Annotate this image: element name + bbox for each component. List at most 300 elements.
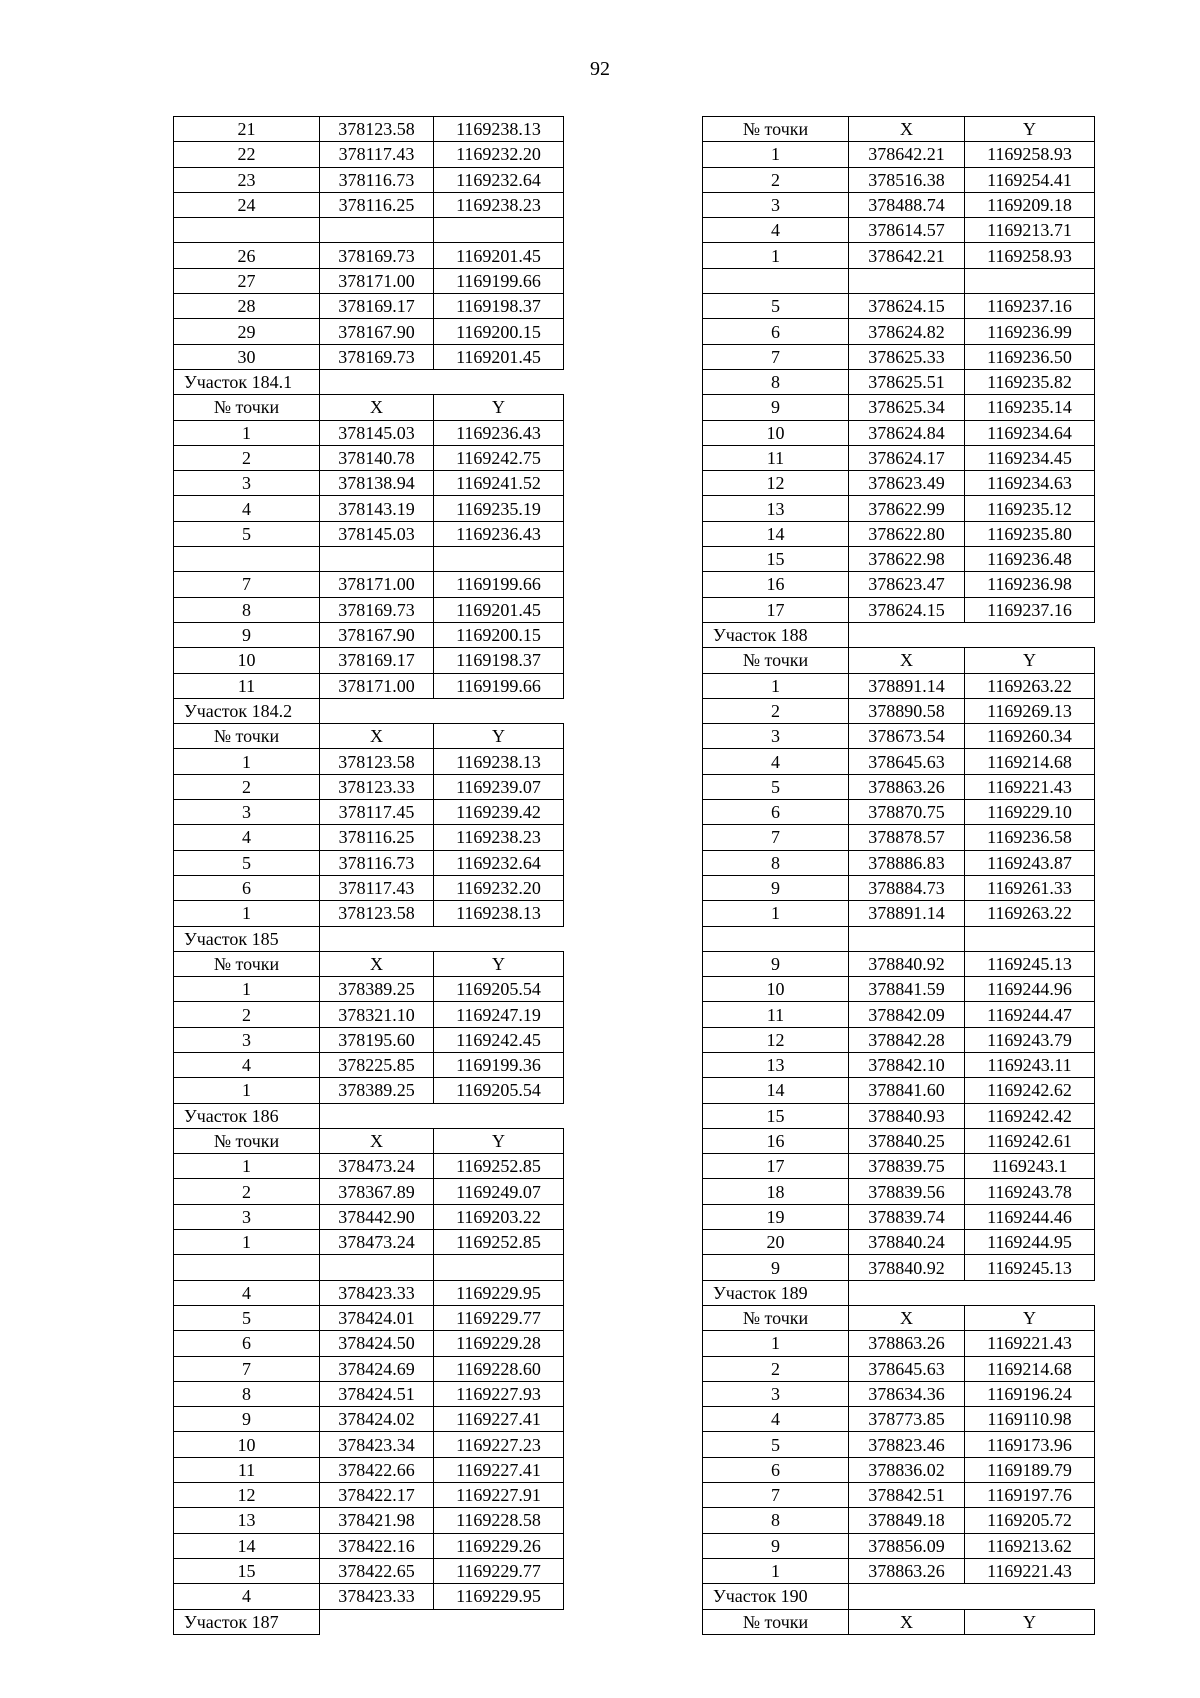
table-row <box>174 192 564 217</box>
y-coordinate-cell: 1169200.15 <box>434 319 564 344</box>
table-row <box>703 1027 1095 1052</box>
point-number-cell: 1 <box>703 901 849 926</box>
x-coordinate-cell: 378840.92 <box>849 1255 965 1280</box>
point-number-cell: 11 <box>703 1002 849 1027</box>
point-number-cell: 2 <box>174 1179 320 1204</box>
x-coordinate-cell: 378624.82 <box>849 319 965 344</box>
table-row <box>703 1457 1095 1482</box>
point-number-cell: 11 <box>174 673 320 698</box>
table-header-row <box>703 117 1095 142</box>
table-row <box>703 724 1095 749</box>
table-separator-row <box>703 268 1095 293</box>
section-title-blank <box>320 698 564 723</box>
y-coordinate-cell: 1169196.24 <box>965 1381 1095 1406</box>
point-number-cell: 27 <box>174 268 320 293</box>
x-coordinate-cell: 378169.17 <box>320 294 434 319</box>
table-row <box>174 673 564 698</box>
y-coordinate-cell: 1169239.42 <box>434 800 564 825</box>
point-number-cell: 5 <box>174 1305 320 1330</box>
x-coordinate-cell: 378839.56 <box>849 1179 965 1204</box>
table-row <box>703 951 1095 976</box>
y-coordinate-cell: 1169243.79 <box>965 1027 1095 1052</box>
table-row <box>703 218 1095 243</box>
point-number-cell: 30 <box>174 344 320 369</box>
point-number-cell: 1 <box>703 243 849 268</box>
x-coordinate-cell: 378840.93 <box>849 1103 965 1128</box>
table-row <box>174 1204 564 1229</box>
y-header: Y <box>434 951 564 976</box>
x-coordinate-cell: 378169.73 <box>320 597 434 622</box>
table-row <box>174 622 564 647</box>
x-coordinate-cell: 378840.92 <box>849 951 965 976</box>
y-coordinate-cell: 1169229.10 <box>965 800 1095 825</box>
table-row <box>174 117 564 142</box>
table-separator-row <box>703 926 1095 951</box>
section-heading-row <box>174 926 564 951</box>
table-row <box>703 1432 1095 1457</box>
point-number-cell: 14 <box>174 1533 320 1558</box>
section-title-blank <box>849 622 1095 647</box>
y-coordinate-cell: 1169236.98 <box>965 572 1095 597</box>
y-coordinate-cell: 1169249.07 <box>434 1179 564 1204</box>
table-row <box>174 294 564 319</box>
point-number-cell: 6 <box>174 1331 320 1356</box>
point-number-cell: 1 <box>703 142 849 167</box>
section-title: Участок 185 <box>174 926 320 951</box>
section-heading-row <box>174 369 564 394</box>
table-row <box>174 1002 564 1027</box>
y-coordinate-cell <box>965 926 1095 951</box>
y-coordinate-cell: 1169232.20 <box>434 875 564 900</box>
point-number-cell: 10 <box>174 648 320 673</box>
table-row <box>703 1331 1095 1356</box>
point-number-cell: 6 <box>174 875 320 900</box>
x-coordinate-cell: 378886.83 <box>849 850 965 875</box>
x-coordinate-cell: 378171.00 <box>320 268 434 293</box>
x-coordinate-cell: 378870.75 <box>849 800 965 825</box>
table-row <box>174 268 564 293</box>
table-row <box>174 1078 564 1103</box>
point-number-cell: 8 <box>703 1508 849 1533</box>
y-coordinate-cell: 1169235.80 <box>965 521 1095 546</box>
section-heading-row <box>174 698 564 723</box>
point-number-cell: 9 <box>703 1533 849 1558</box>
point-number-cell: 1 <box>703 1331 849 1356</box>
y-coordinate-cell: 1169221.43 <box>965 1558 1095 1583</box>
table-row <box>174 1305 564 1330</box>
point-number-cell: 15 <box>703 547 849 572</box>
x-coordinate-cell: 378836.02 <box>849 1457 965 1482</box>
y-coordinate-cell: 1169173.96 <box>965 1432 1095 1457</box>
x-coordinate-cell: 378863.26 <box>849 1558 965 1583</box>
point-number-cell: 20 <box>703 1230 849 1255</box>
y-coordinate-cell: 1169227.93 <box>434 1381 564 1406</box>
point-number-cell: 4 <box>703 218 849 243</box>
section-heading-row <box>174 1103 564 1128</box>
point-number-cell: 4 <box>703 749 849 774</box>
table-row <box>174 1584 564 1609</box>
y-coordinate-cell: 1169227.91 <box>434 1483 564 1508</box>
coordinates-table-right <box>702 116 1095 1635</box>
section-title: Участок 187 <box>174 1609 320 1634</box>
point-number-header: № точки <box>703 1609 849 1634</box>
y-coordinate-cell: 1169236.43 <box>434 420 564 445</box>
table-row <box>703 192 1095 217</box>
section-heading-row <box>703 622 1095 647</box>
x-coordinate-cell: 378424.02 <box>320 1407 434 1432</box>
y-coordinate-cell: 1169229.77 <box>434 1305 564 1330</box>
y-coordinate-cell: 1169227.23 <box>434 1432 564 1457</box>
table-row <box>174 142 564 167</box>
point-number-cell <box>174 218 320 243</box>
y-header: Y <box>434 1128 564 1153</box>
table-row <box>703 496 1095 521</box>
point-number-cell: 3 <box>174 471 320 496</box>
table-row <box>703 1483 1095 1508</box>
table-row <box>174 1052 564 1077</box>
point-number-cell: 2 <box>174 774 320 799</box>
x-header: X <box>849 117 965 142</box>
point-number-header: № точки <box>174 1128 320 1153</box>
y-coordinate-cell: 1169244.46 <box>965 1204 1095 1229</box>
point-number-cell: 14 <box>703 521 849 546</box>
x-coordinate-cell: 378116.73 <box>320 167 434 192</box>
y-coordinate-cell: 1169198.37 <box>434 294 564 319</box>
table-row <box>174 648 564 673</box>
table-row <box>703 1002 1095 1027</box>
table-row <box>703 1407 1095 1432</box>
y-coordinate-cell: 1169243.87 <box>965 850 1095 875</box>
section-title: Участок 188 <box>703 622 849 647</box>
point-number-cell: 4 <box>703 1407 849 1432</box>
point-number-cell <box>703 926 849 951</box>
y-coordinate-cell: 1169235.12 <box>965 496 1095 521</box>
y-coordinate-cell: 1169203.22 <box>434 1204 564 1229</box>
table-row <box>703 471 1095 496</box>
point-number-cell: 12 <box>703 1027 849 1052</box>
x-coordinate-cell: 378321.10 <box>320 1002 434 1027</box>
y-coordinate-cell: 1169228.60 <box>434 1356 564 1381</box>
x-coordinate-cell: 378625.34 <box>849 395 965 420</box>
y-coordinate-cell: 1169205.54 <box>434 977 564 1002</box>
x-coordinate-cell: 378884.73 <box>849 875 965 900</box>
x-coordinate-cell: 378140.78 <box>320 445 434 470</box>
x-coordinate-cell <box>849 926 965 951</box>
table-separator-row <box>174 547 564 572</box>
y-coordinate-cell: 1169201.45 <box>434 344 564 369</box>
point-number-cell: 5 <box>703 1432 849 1457</box>
point-number-cell: 9 <box>703 875 849 900</box>
x-coordinate-cell: 378863.26 <box>849 1331 965 1356</box>
table-row <box>703 1204 1095 1229</box>
x-coordinate-cell: 378195.60 <box>320 1027 434 1052</box>
table-row <box>703 294 1095 319</box>
table-row <box>174 774 564 799</box>
point-number-cell: 2 <box>174 445 320 470</box>
section-title: Участок 184.1 <box>174 369 320 394</box>
x-header: X <box>320 395 434 420</box>
point-number-header: № точки <box>174 395 320 420</box>
y-coordinate-cell: 1169200.15 <box>434 622 564 647</box>
point-number-cell: 14 <box>703 1078 849 1103</box>
point-number-cell: 18 <box>703 1179 849 1204</box>
point-number-cell: 15 <box>174 1558 320 1583</box>
point-number-cell: 2 <box>174 1002 320 1027</box>
y-coordinate-cell: 1169209.18 <box>965 192 1095 217</box>
x-coordinate-cell: 378623.47 <box>849 572 965 597</box>
x-coordinate-cell: 378422.17 <box>320 1483 434 1508</box>
x-coordinate-cell: 378123.58 <box>320 749 434 774</box>
x-coordinate-cell: 378169.73 <box>320 243 434 268</box>
point-number-cell: 1 <box>174 749 320 774</box>
x-coordinate-cell: 378516.38 <box>849 167 965 192</box>
y-coordinate-cell: 1169213.71 <box>965 218 1095 243</box>
y-coordinate-cell: 1169258.93 <box>965 142 1095 167</box>
table-row <box>174 521 564 546</box>
y-header: Y <box>434 395 564 420</box>
section-title: Участок 190 <box>703 1584 849 1609</box>
table-row <box>703 1558 1095 1583</box>
x-header: X <box>849 1305 965 1330</box>
y-header: Y <box>434 724 564 749</box>
point-number-cell: 29 <box>174 319 320 344</box>
table-row <box>703 521 1095 546</box>
y-coordinate-cell: 1169228.58 <box>434 1508 564 1533</box>
x-coordinate-cell: 378624.84 <box>849 420 965 445</box>
x-coordinate-cell: 378171.00 <box>320 572 434 597</box>
table-row <box>703 395 1095 420</box>
y-coordinate-cell: 1169244.96 <box>965 977 1095 1002</box>
table-row <box>174 597 564 622</box>
point-number-cell: 1 <box>703 1558 849 1583</box>
y-coordinate-cell <box>965 268 1095 293</box>
section-title-blank <box>320 926 564 951</box>
x-coordinate-cell: 378423.33 <box>320 1280 434 1305</box>
point-number-header: № точки <box>703 648 849 673</box>
y-coordinate-cell: 1169235.14 <box>965 395 1095 420</box>
point-number-cell: 8 <box>174 1381 320 1406</box>
y-coordinate-cell: 1169236.58 <box>965 825 1095 850</box>
y-header: Y <box>965 1305 1095 1330</box>
table-row <box>174 825 564 850</box>
y-coordinate-cell: 1169197.76 <box>965 1483 1095 1508</box>
point-number-cell: 1 <box>174 420 320 445</box>
section-heading-row <box>703 1280 1095 1305</box>
point-number-cell: 8 <box>703 369 849 394</box>
table-row <box>703 1052 1095 1077</box>
section-title: Участок 186 <box>174 1103 320 1128</box>
x-coordinate-cell: 378842.10 <box>849 1052 965 1077</box>
y-header: Y <box>965 648 1095 673</box>
point-number-header: № точки <box>174 951 320 976</box>
table-separator-row <box>174 218 564 243</box>
y-coordinate-cell: 1169238.23 <box>434 192 564 217</box>
table-row <box>703 673 1095 698</box>
y-coordinate-cell: 1169199.66 <box>434 673 564 698</box>
table-row <box>174 977 564 1002</box>
x-coordinate-cell: 378773.85 <box>849 1407 965 1432</box>
y-coordinate-cell: 1169201.45 <box>434 597 564 622</box>
table-row <box>703 1078 1095 1103</box>
x-coordinate-cell: 378145.03 <box>320 420 434 445</box>
table-row <box>703 142 1095 167</box>
point-number-header: № точки <box>174 724 320 749</box>
point-number-cell: 4 <box>174 1280 320 1305</box>
point-number-cell: 3 <box>174 1027 320 1052</box>
point-number-cell: 3 <box>174 1204 320 1229</box>
table-row <box>174 875 564 900</box>
x-header: X <box>320 724 434 749</box>
section-heading-row <box>174 1609 564 1634</box>
x-coordinate-cell: 378625.51 <box>849 369 965 394</box>
x-coordinate-cell: 378839.75 <box>849 1154 965 1179</box>
x-coordinate-cell: 378842.51 <box>849 1483 965 1508</box>
y-coordinate-cell: 1169232.64 <box>434 167 564 192</box>
x-coordinate-cell: 378424.01 <box>320 1305 434 1330</box>
point-number-cell: 10 <box>703 420 849 445</box>
y-coordinate-cell: 1169263.22 <box>965 673 1095 698</box>
y-coordinate-cell: 1169237.16 <box>965 294 1095 319</box>
x-coordinate-cell: 378473.24 <box>320 1154 434 1179</box>
table-row <box>703 344 1095 369</box>
x-coordinate-cell: 378645.63 <box>849 1356 965 1381</box>
x-coordinate-cell: 378841.60 <box>849 1078 965 1103</box>
point-number-cell: 10 <box>703 977 849 1002</box>
y-coordinate-cell: 1169232.20 <box>434 142 564 167</box>
point-number-cell: 12 <box>703 471 849 496</box>
x-coordinate-cell: 378673.54 <box>849 724 965 749</box>
y-coordinate-cell: 1169242.61 <box>965 1128 1095 1153</box>
point-number-cell: 7 <box>703 825 849 850</box>
y-coordinate-cell: 1169199.66 <box>434 572 564 597</box>
x-coordinate-cell: 378145.03 <box>320 521 434 546</box>
x-coordinate-cell: 378622.98 <box>849 547 965 572</box>
x-coordinate-cell: 378116.25 <box>320 192 434 217</box>
x-coordinate-cell: 378138.94 <box>320 471 434 496</box>
table-row <box>703 1103 1095 1128</box>
y-coordinate-cell: 1169243.1 <box>965 1154 1095 1179</box>
x-coordinate-cell: 378442.90 <box>320 1204 434 1229</box>
y-coordinate-cell: 1169236.99 <box>965 319 1095 344</box>
table-row <box>703 800 1095 825</box>
table-row <box>703 875 1095 900</box>
x-coordinate-cell: 378625.33 <box>849 344 965 369</box>
x-coordinate-cell: 378116.25 <box>320 825 434 850</box>
table-header-row <box>703 1305 1095 1330</box>
point-number-cell: 17 <box>703 1154 849 1179</box>
point-number-cell: 3 <box>703 1381 849 1406</box>
section-heading-row <box>703 1584 1095 1609</box>
x-coordinate-cell: 378116.73 <box>320 850 434 875</box>
table-row <box>174 850 564 875</box>
section-title-blank <box>320 1609 564 1634</box>
x-coordinate-cell <box>320 218 434 243</box>
point-number-header: № точки <box>703 117 849 142</box>
point-number-cell <box>174 1255 320 1280</box>
x-coordinate-cell: 378117.43 <box>320 142 434 167</box>
x-coordinate-cell: 378891.14 <box>849 901 965 926</box>
y-coordinate-cell: 1169227.41 <box>434 1407 564 1432</box>
x-coordinate-cell: 378171.00 <box>320 673 434 698</box>
table-row <box>703 825 1095 850</box>
point-number-cell: 22 <box>174 142 320 167</box>
y-coordinate-cell: 1169238.13 <box>434 749 564 774</box>
point-number-cell: 9 <box>174 1407 320 1432</box>
x-coordinate-cell: 378423.34 <box>320 1432 434 1457</box>
y-coordinate-cell: 1169247.19 <box>434 1002 564 1027</box>
point-number-cell: 19 <box>703 1204 849 1229</box>
point-number-cell: 4 <box>174 1584 320 1609</box>
point-number-cell: 7 <box>703 344 849 369</box>
table-row <box>174 1381 564 1406</box>
x-coordinate-cell: 378841.59 <box>849 977 965 1002</box>
table-row <box>174 1280 564 1305</box>
table-row <box>174 471 564 496</box>
x-coordinate-cell: 378423.33 <box>320 1584 434 1609</box>
point-number-cell: 1 <box>174 901 320 926</box>
x-coordinate-cell: 378389.25 <box>320 1078 434 1103</box>
y-coordinate-cell: 1169229.95 <box>434 1584 564 1609</box>
x-coordinate-cell: 378642.21 <box>849 142 965 167</box>
y-coordinate-cell: 1169232.64 <box>434 850 564 875</box>
table-row <box>174 1457 564 1482</box>
point-number-cell: 4 <box>174 496 320 521</box>
point-number-cell: 21 <box>174 117 320 142</box>
x-coordinate-cell: 378839.74 <box>849 1204 965 1229</box>
y-coordinate-cell: 1169243.78 <box>965 1179 1095 1204</box>
point-number-cell: 1 <box>703 673 849 698</box>
table-row <box>174 1179 564 1204</box>
x-coordinate-cell: 378389.25 <box>320 977 434 1002</box>
table-row <box>703 1356 1095 1381</box>
section-title: Участок 189 <box>703 1280 849 1305</box>
table-row <box>174 901 564 926</box>
section-title-blank <box>320 369 564 394</box>
point-number-cell: 2 <box>703 167 849 192</box>
table-row <box>174 572 564 597</box>
y-coordinate-cell: 1169235.19 <box>434 496 564 521</box>
y-coordinate-cell: 1169244.95 <box>965 1230 1095 1255</box>
section-title-blank <box>849 1280 1095 1305</box>
x-coordinate-cell: 378624.17 <box>849 445 965 470</box>
x-coordinate-cell: 378123.58 <box>320 901 434 926</box>
y-coordinate-cell: 1169234.64 <box>965 420 1095 445</box>
x-coordinate-cell: 378614.57 <box>849 218 965 243</box>
x-coordinate-cell: 378422.16 <box>320 1533 434 1558</box>
point-number-cell: 9 <box>703 1255 849 1280</box>
x-header: X <box>320 1128 434 1153</box>
x-coordinate-cell: 378642.21 <box>849 243 965 268</box>
x-header: X <box>849 1609 965 1634</box>
point-number-cell: 15 <box>703 1103 849 1128</box>
point-number-cell: 16 <box>703 1128 849 1153</box>
point-number-cell: 5 <box>174 850 320 875</box>
table-row <box>703 1230 1095 1255</box>
table-row <box>703 698 1095 723</box>
table-header-row <box>174 951 564 976</box>
page-number: 92 <box>590 58 610 80</box>
x-coordinate-cell: 378622.80 <box>849 521 965 546</box>
y-coordinate-cell: 1169238.13 <box>434 117 564 142</box>
x-coordinate-cell: 378622.99 <box>849 496 965 521</box>
point-number-cell: 5 <box>703 774 849 799</box>
point-number-cell: 16 <box>703 572 849 597</box>
y-coordinate-cell: 1169242.75 <box>434 445 564 470</box>
x-coordinate-cell: 378623.49 <box>849 471 965 496</box>
point-number-cell: 11 <box>703 445 849 470</box>
coordinates-table-left <box>173 116 564 1635</box>
y-coordinate-cell: 1169242.62 <box>965 1078 1095 1103</box>
